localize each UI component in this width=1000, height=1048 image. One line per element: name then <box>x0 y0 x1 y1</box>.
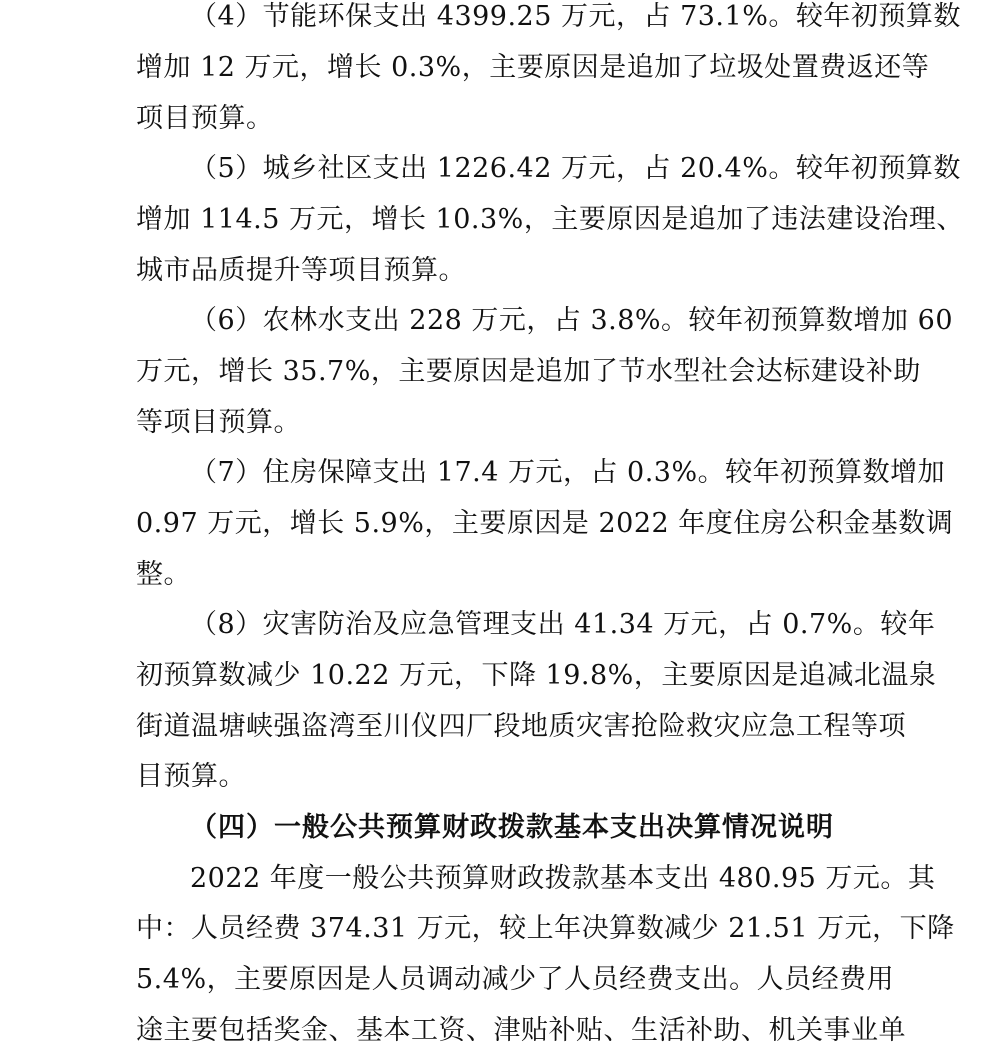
paragraph-line: （8）灾害防治及应急管理支出 41.34 万元，占 0.7%。较年 <box>190 609 936 640</box>
paragraph-line: 街道温塘峡强盗湾至川仪四厂段地质灾害抢险救灾应急工程等项 <box>136 711 906 742</box>
paragraph-line: 目预算。 <box>136 761 246 792</box>
paragraph-line: （6）农林水支出 228 万元，占 3.8%。较年初预算数增加 60 <box>190 305 953 336</box>
paragraph-line: 项目预算。 <box>136 103 274 134</box>
section-heading: （四）一般公共预算财政拨款基本支出决算情况说明 <box>190 812 834 843</box>
paragraph-line: 2022 年度一般公共预算财政拨款基本支出 480.95 万元。其 <box>190 863 936 894</box>
paragraph-line: 增加 114.5 万元，增长 10.3%，主要原因是追加了违法建设治理、 <box>136 204 964 235</box>
paragraph-line: 初预算数减少 10.22 万元，下降 19.8%，主要原因是追减北温泉 <box>136 660 937 691</box>
paragraph-line: 城市品质提升等项目预算。 <box>136 255 466 286</box>
paragraph-line: （7）住房保障支出 17.4 万元，占 0.3%。较年初预算数增加 <box>190 457 946 488</box>
paragraph-line: 0.97 万元，增长 5.9%，主要原因是 2022 年度住房公积金基数调 <box>136 508 954 539</box>
paragraph-line: 增加 12 万元，增长 0.3%，主要原因是追加了垃圾处置费返还等 <box>136 52 930 83</box>
paragraph-line: 等项目预算。 <box>136 407 301 438</box>
paragraph-line: 中：人员经费 374.31 万元，较上年决算数减少 21.51 万元，下降 <box>136 913 955 944</box>
paragraph-line: （4）节能环保支出 4399.25 万元，占 73.1%。较年初预算数 <box>190 1 961 32</box>
paragraph-line: 整。 <box>136 559 191 590</box>
paragraph-line: 5.4%，主要原因是人员调动减少了人员经费支出。人员经费用 <box>136 964 895 995</box>
paragraph-line: （5）城乡社区支出 1226.42 万元，占 20.4%。较年初预算数 <box>190 153 961 184</box>
paragraph-line: 万元，增长 35.7%，主要原因是追加了节水型社会达标建设补助 <box>136 356 921 387</box>
paragraph-line: 途主要包括奖金、基本工资、津贴补贴、生活补助、机关事业单 <box>136 1015 906 1046</box>
